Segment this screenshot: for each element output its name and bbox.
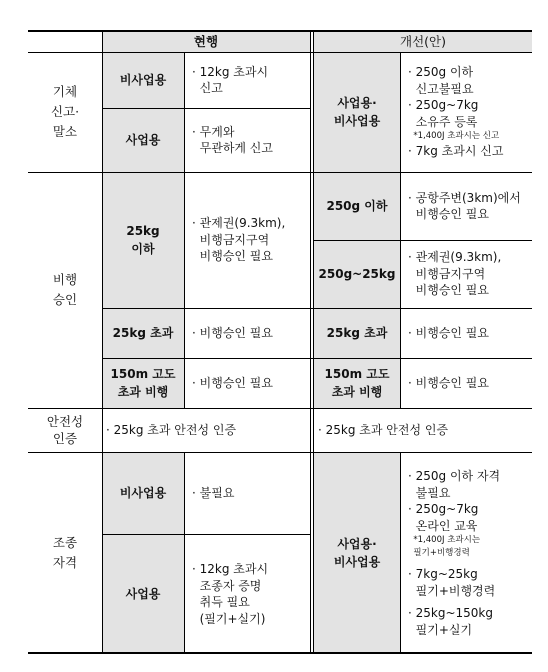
reg-current-noncommercial-label: 비사업용 — [119, 73, 167, 87]
header-current: 현행 — [193, 34, 219, 49]
rule-v-current-a — [184, 52, 185, 408]
flight-proposed-250g-25kg-label: 250g~25kg — [318, 267, 396, 281]
reg-current-commercial-text: · 무게와 무관하게 신고 — [192, 124, 273, 155]
category-pilot: 조종 자격 — [52, 535, 78, 570]
rule-bottom — [28, 652, 532, 654]
rule-top — [28, 30, 532, 32]
pilot-current-noncommercial-label: 비사업용 — [119, 486, 167, 500]
category-registration: 기체 신고· 말소 — [50, 84, 80, 139]
rule-v-current-b — [184, 452, 185, 654]
rule-flight-split-2 — [102, 358, 532, 359]
rule-v-proposed-a — [400, 52, 401, 408]
flight-proposed-over25-label: 25kg 초과 — [326, 326, 388, 340]
pilot-current-noncommercial-text: · 불필요 — [192, 485, 235, 500]
rule-flight-split-1 — [102, 308, 532, 309]
flight-current-under25-text: · 관제권(9.3km), 비행금지구역 비행승인 필요 — [192, 216, 286, 264]
flight-proposed-under250g-text: · 공항주변(3km)에서 비행승인 필요 — [408, 190, 521, 221]
flight-proposed-250g-25kg-text: · 관제권(9.3km), 비행금지구역 비행승인 필요 — [408, 250, 502, 298]
flight-current-altitude-label: 150m 고도 초과 비행 — [110, 367, 176, 399]
reg-proposed-label: 사업용· 비사업용 — [333, 96, 381, 128]
reg-proposed-text: · 250g 이하 신고불필요 · 250g~7kg 소유주 등록 *1,400J 초과시는 신고 · 7kg 초과시 신고 — [408, 65, 504, 159]
rule-header — [28, 52, 532, 53]
flight-current-altitude-text: · 비행승인 필요 — [192, 375, 273, 390]
pilot-current-commercial-label: 사업용 — [125, 587, 161, 601]
safety-proposed-text: · 25kg 초과 안전성 인증 — [318, 422, 449, 437]
reg-current-commercial-label: 사업용 — [125, 133, 161, 147]
pilot-proposed-label: 사업용· 비사업용 — [333, 537, 381, 569]
rule-pilot-split — [102, 534, 310, 535]
rule-reg-split — [102, 108, 310, 109]
pilot-current-commercial-text: · 12kg 초과시 조종자 증명 취득 필요 (필기+실기) — [192, 562, 269, 626]
flight-proposed-under250g-label: 250g 이하 — [326, 199, 388, 213]
rule-v-proposed-b — [400, 452, 401, 654]
reg-current-noncommercial-text: · 12kg 초과시 신고 — [192, 64, 269, 95]
rule-v-middle-2 — [313, 30, 314, 654]
flight-proposed-altitude-label: 150m 고도 초과 비행 — [324, 367, 390, 399]
flight-proposed-altitude-text: · 비행승인 필요 — [408, 375, 489, 390]
rule-reg-end — [28, 172, 532, 173]
rule-v-middle-1 — [310, 30, 311, 654]
flight-proposed-over25-text: · 비행승인 필요 — [408, 325, 489, 340]
safety-current-text: · 25kg 초과 안전성 인증 — [106, 422, 237, 437]
category-safety: 안전성 인증 — [46, 414, 84, 446]
rule-flight-end — [28, 408, 532, 409]
header-proposed: 개선(안) — [400, 34, 446, 49]
regulation-comparison-table — [28, 30, 532, 654]
category-flight-approval: 비행 승인 — [52, 272, 78, 307]
flight-current-over25-label: 25kg 초과 — [112, 326, 174, 340]
rule-flight-proposed-split — [314, 240, 532, 241]
pilot-proposed-text: · 250g 이하 자격 불필요 · 250g~7kg 온라인 교육 *1,400J 초과시는 필기+비행경력 · 7kg~25kg 필기+비행경력 · 25kg~150kg 필기+실기 — [408, 469, 501, 637]
rule-safety-end — [28, 452, 532, 453]
rule-v-category — [102, 30, 103, 654]
flight-current-over25-text: · 비행승인 필요 — [192, 325, 273, 340]
flight-current-under25-label: 25kg 이하 — [126, 224, 160, 256]
